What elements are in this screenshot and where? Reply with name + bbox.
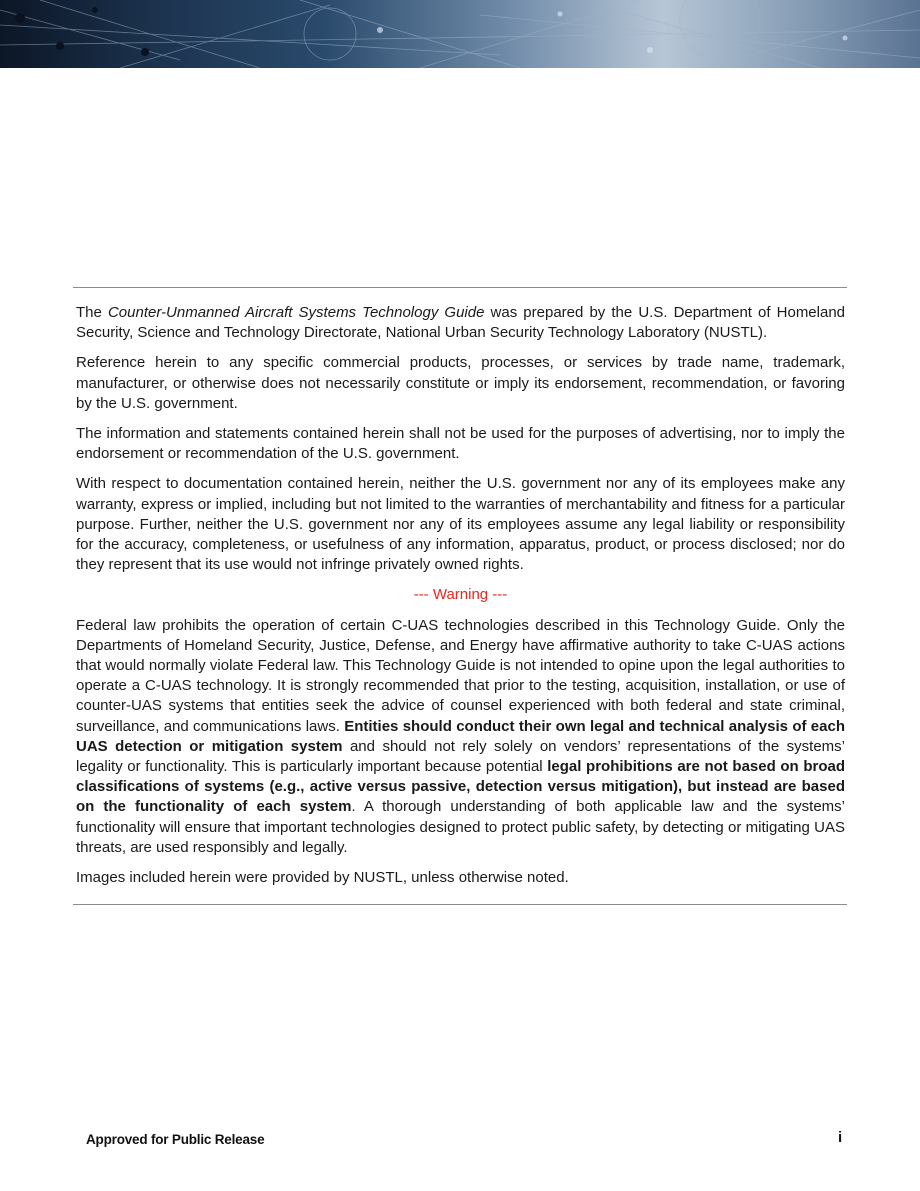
bottom-divider	[73, 904, 847, 905]
header-banner	[0, 0, 920, 68]
images-note: Images included herein were provided by NUSTL, unless otherwise noted.	[76, 869, 569, 887]
network-banner-image	[0, 0, 920, 68]
warning-bold-1: Entities should conduct their own legal and technical analysis of each UAS detection or mitigation system	[76, 717, 845, 755]
public-release-label: Approved for Public Release	[86, 1132, 265, 1147]
guide-title: Counter-Unmanned Aircraft Systems Technology Guide	[107, 304, 485, 321]
warning-bold-2: legal prohibitions are not based on broad classifications of systems (e.g., active versus passive, detection versus mitigation), but instead are based on the functionality of each system	[76, 758, 845, 816]
disclaimer-body	[76, 303, 845, 898]
warning-paragraph: Federal law prohibits the operation of certain C-UAS technologies described in this Technology Guide. Only the Departments of Homeland Security, Justice, Defense, and Energy have affirmative authority to take C-UAS actions that would normally violate Federal law. This Technology Guide is not intended to opine upon the legal authorities to operate a C-UAS technology. It is strongly recommended that prior to the testing, acquisition, installation, or use of counter-UAS systems that entities seek the advice of counsel experienced with both federal and state criminal, surveillance, and communications laws. Entities should conduct their own legal and technical analysis of each UAS detection or mitigation system and should not rely solely on vendors’ representations of the systems’ legality or functionality. This is particularly important because potential legal prohibitions are not based on broad classifications of systems (e.g., active versus passive, detection versus mitigation), but instead are based on the functionality of each system. A thorough understanding of both applicable law and the systems’ functionality will ensure that important technologies designed to protect public safety, by detecting or mitigating UAS threats, are used responsibly and legally.	[76, 616, 845, 856]
prepared-by-paragraph: The Counter-Unmanned Aircraft Systems Technology Guide was prepared by the U.S. Department of Homeland Security, Science and Technology Directorate, National Urban Security Technology Laboratory (NUSTL).	[76, 304, 846, 342]
advertising-paragraph: The information and statements contained herein shall not be used for the purposes of advertising, nor to imply the endorsement or recommendation of the U.S. government.	[76, 425, 845, 463]
warranty-paragraph: With respect to documentation contained herein, neither the U.S. government nor any of its employees make any warranty, express or implied, including but not limited to the warranties of merchantability and fitness for a particular purpose. Further, neither the U.S. government nor any of its employees assume any legal liability or responsibility for the accuracy, completeness, or usefulness of any information, apparatus, product, or process disclosed; nor do they represent that its use would not infringe privately owned rights.	[76, 475, 845, 574]
top-divider	[73, 287, 847, 288]
page-number: i	[838, 1129, 843, 1146]
endorsement-paragraph: Reference herein to any specific commercial products, processes, or services by trade name, trademark, manufacturer, or otherwise does not necessarily constitute or imply its endorsement, recommendation, or favoring by the U.S. government.	[76, 354, 845, 412]
warning-heading: --- Warning ---	[413, 586, 508, 604]
